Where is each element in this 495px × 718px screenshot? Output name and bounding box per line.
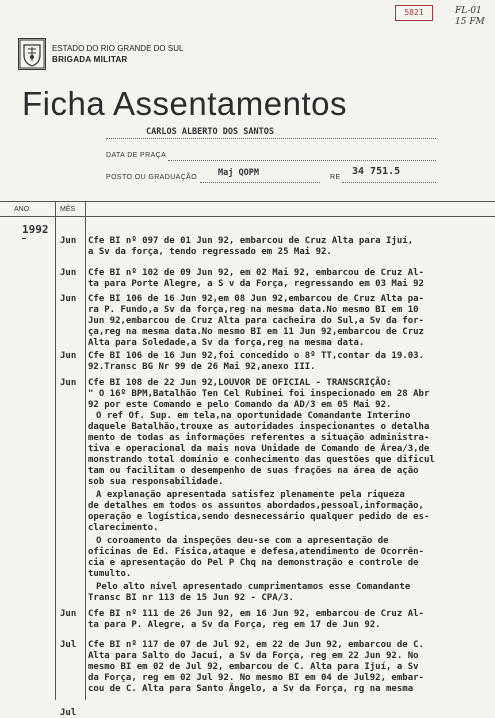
entry-month: Jun	[60, 294, 77, 304]
entry-line: ta para P. Alegre, a Sv da Força, reg em 17 de Jun 92.	[88, 620, 381, 630]
entry-line: de detalhes em todos os assuntos abordados,pessoal,informação,	[88, 501, 424, 511]
entry-line: ra P. Fundo,a Sv da força,reg na mesma data.No mesmo BI em 10	[88, 305, 419, 315]
re-value: 34 751.5	[352, 166, 401, 177]
entry-line: Transc BI nr 113 de 15 Jun 92 - CPA/3.	[88, 593, 294, 603]
entry-line: mento de todas as informações referentes a situação administra-	[88, 433, 430, 443]
table-top-rule	[0, 201, 495, 202]
entry-line: cou de C. Alta para Santo Ângelo, a Sv da Força, rg na mesma	[88, 684, 414, 694]
re-label: RE	[330, 174, 341, 181]
entry-line: Pelo alto nível apresentado cumprimentamos esse Comandante	[96, 582, 411, 592]
entry-line: sob sua responsabilidade.	[88, 477, 224, 487]
re-field-line	[342, 182, 436, 183]
entry-line: tumulto.	[88, 569, 132, 579]
entry-line: Alta para Soledade,a Sv da força,reg na mesma data.	[88, 338, 365, 348]
entry-line: Cfe BI 108 de 22 Jun 92,LOUVOR DE OFICIAL - TRANSCRIÇÃO:	[88, 378, 392, 388]
entry-line: Cfe BI nº 097 de 01 Jun 92, embarcou de Cruz Alta para Ijuí,	[88, 236, 414, 246]
entry-line: 92.Transc BG Nr 99 de 26 Mai 92,anexo III.	[88, 362, 316, 372]
agency-name: BRIGADA MILITAR	[52, 55, 128, 64]
entry-line: cia e apresentação do Pel P Chq na demonstração e controle de	[88, 558, 419, 568]
entry-line: da Força, reg em 02 Jul 92. No mesmo BI em 04 de Jul92, embar-	[88, 673, 424, 683]
year-column-divider	[55, 201, 56, 700]
margin-tick	[22, 238, 26, 239]
stamp-code: 5821	[395, 5, 433, 21]
entry-line: Cfe BI 106 de 16 Jun 92,foi concedido o 8º TT,contar da 19.03.	[88, 351, 424, 361]
entry-month: Jun	[60, 351, 77, 361]
date-label: DATA DE PRAÇA	[106, 152, 167, 159]
table-header-rule	[0, 216, 495, 217]
month-column-divider	[85, 201, 86, 700]
entry-line: monstrando total domínio e conhecimento das questões que dificul	[88, 455, 435, 465]
date-field-line	[168, 160, 436, 161]
rank-label: POSTO OU GRADUAÇÃO	[106, 174, 198, 181]
entry-line: mesmo BI em 02 de Jul 92, embarcou de C. Alta para Ijuí, a Sv	[88, 662, 419, 672]
entry-line: Jun 92,embarcou de Cruz Alta para cacheira do Sul,a Sv da for-	[88, 316, 424, 326]
entry-line: oficinas de Ed. Física,ataque e defesa,atendimento de Ocorrên-	[88, 547, 424, 557]
entry-line: O coroamento da inspeções deu-se com a apresentação de	[96, 536, 389, 546]
entry-month: Jul	[60, 640, 77, 650]
handwritten-note	[455, 6, 491, 28]
entry-line: ta para Porte Alegre, a S v da Força, regressando em 03 Mai 92	[88, 279, 424, 289]
entry-line: daquele Batalhão,trouxe as autoridades inspecionantes o detalha	[88, 422, 430, 432]
entry-line: Cfe BI nº 111 de 26 Jun 92, em 16 Jun 92, embarcou de Cruz Al-	[88, 609, 424, 619]
rank-value: Maj QOPM	[218, 168, 259, 178]
entry-month: Jun	[60, 236, 77, 246]
entry-line: ça,reg na mesma data.No mesmo BI em 11 Jun 92,embarcou de Cruz	[88, 327, 424, 337]
entry-line: A explanação apresentada satisfez plenamente pela riqueza	[96, 490, 405, 500]
year-column-header: ANO	[14, 206, 30, 213]
entry-line: a Sv da força, tendo regressado em 25 Mai 92.	[88, 247, 332, 257]
entry-month: Jun	[60, 609, 77, 619]
entry-line: Cfe BI nº 102 de 09 Jun 92, em 02 Mai 92, embarcou de Cruz Al-	[88, 268, 424, 278]
entry-line: Alta para Salto do Jacuí, a Sv da Força, reg em 22 Jun 92. No	[88, 651, 419, 661]
entry-line: O ref Of. Sup. em tela,na oportunidade Comandante Interino	[96, 411, 411, 421]
state-name: ESTADO DO RIO GRANDE DO SUL	[52, 44, 184, 53]
handwritten-note-line-2: 15 FM	[455, 17, 485, 27]
entry-line: " O 16º BPM,Batalhão Ten Cel Rubinei foi inspecionado em 28 Abr	[88, 389, 430, 399]
entry-line: operação e logística,sendo desnecessário qualquer pedido de es-	[88, 512, 430, 522]
document-title: Ficha Assentamentos	[22, 85, 347, 122]
name-value: CARLOS ALBERTO DOS SANTOS	[146, 127, 274, 137]
entry-line: tiva e operacional da mais nova Unidade de Comando de Área/3,de	[88, 444, 430, 454]
month-column-header: MÊS	[60, 206, 76, 213]
entry-line: Cfe BI nº 117 de 07 de Jul 92, em 22 de Jun 92, embarcou de C.	[88, 640, 424, 650]
rank-field-line	[200, 182, 320, 183]
handwritten-note-line-1: FL-01	[455, 6, 482, 16]
entry-line: tam ou facilitam o desempenho de suas frações na área de ação	[88, 466, 419, 476]
name-field-line	[106, 138, 436, 139]
entry-month: Jun	[60, 378, 77, 388]
entry-month: Jul	[60, 708, 77, 718]
entry-line: Cfe BI 106 de 16 Jun 92,em 08 Jun 92,embarcou de Cruz Alta pa-	[88, 294, 424, 304]
state-crest-icon	[18, 38, 46, 70]
entry-month: Jun	[60, 268, 77, 278]
entry-line: clarecimento.	[88, 523, 159, 533]
entry-line: 92 por este Comando e pelo Comando da AD/3 em 05 Mai 92.	[88, 400, 392, 410]
year-value: 1992	[22, 223, 49, 236]
